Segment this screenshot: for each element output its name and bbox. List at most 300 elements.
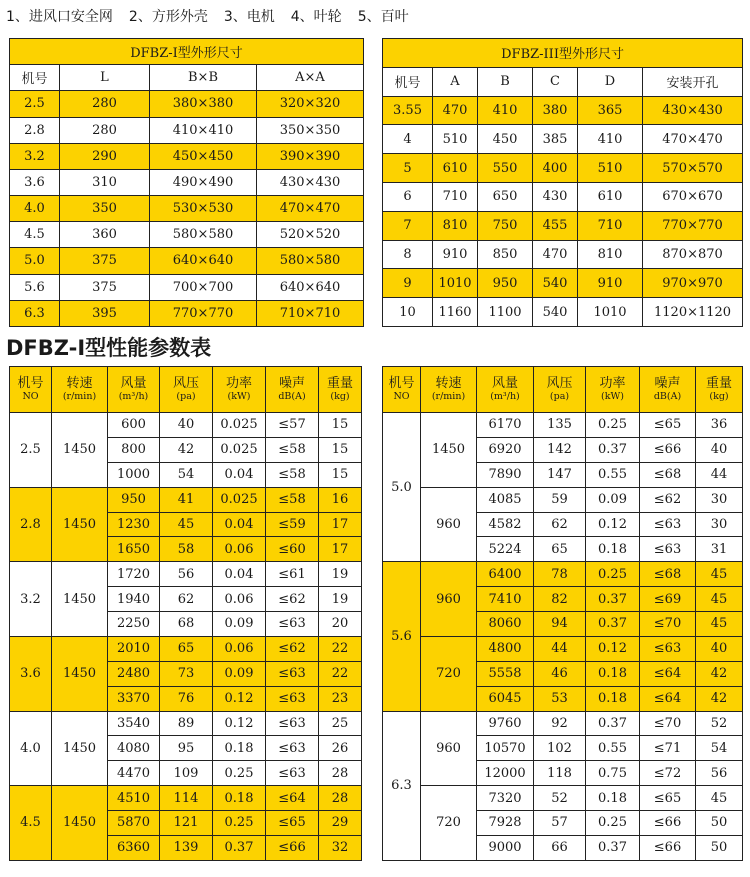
perf-right-cell: 50	[696, 811, 743, 836]
dim3-cell: 1160	[433, 298, 478, 327]
dim3-cell: 8	[383, 240, 433, 269]
dim1-cell: 430×430	[257, 169, 364, 195]
perf-right-cell: 118	[534, 761, 586, 786]
perf-left-cell: 56	[160, 562, 213, 587]
perf-left-cell: ≤58	[266, 462, 319, 487]
perf-left-speed: 1450	[52, 487, 108, 562]
perf-left-cell: ≤58	[266, 487, 319, 512]
perf-right-cell: 0.55	[586, 462, 640, 487]
perf-left-cell: 3370	[108, 686, 160, 711]
perf-left-cell: 15	[319, 437, 362, 462]
perf-left-cell: 17	[319, 512, 362, 537]
dim3-cell: 1120×1120	[643, 298, 743, 327]
dim1-row	[10, 196, 364, 222]
perf-right-cell: ≤71	[640, 736, 696, 761]
perf-left-cell: 20	[319, 612, 362, 637]
perf-right-cell: 0.37	[586, 711, 640, 736]
header-label: 重量	[705, 376, 732, 391]
perf-left-cell: 68	[160, 612, 213, 637]
perf-left-column-header	[10, 367, 52, 413]
perf-right-cell: 0.25	[586, 413, 640, 438]
dim1-row	[10, 300, 364, 326]
perf-left-cell: 1940	[108, 587, 160, 612]
perf-left-column-header	[108, 367, 160, 413]
perf-right-cell: 44	[696, 462, 743, 487]
perf-left-cell: 600	[108, 413, 160, 438]
perf-left-speed: 1450	[52, 562, 108, 637]
dim1-column-header: L	[60, 65, 150, 91]
perf-left-cell: 4510	[108, 786, 160, 811]
perf-right-cell: 0.37	[586, 587, 640, 612]
perf-right-column-header	[586, 367, 640, 413]
perf-left-cell: 0.25	[213, 811, 266, 836]
perf-left-cell: 0.04	[213, 562, 266, 587]
dim1-title: DFBZ-I型外形尺寸	[10, 39, 364, 65]
dim1-cell: 470×470	[257, 196, 364, 222]
dim3-cell: 400	[533, 154, 578, 183]
perf-left-cell: 73	[160, 661, 213, 686]
header-unit: (m³/h)	[118, 391, 149, 402]
perf-right-column-header	[383, 367, 421, 413]
perf-left-cell: 76	[160, 686, 213, 711]
perf-left-cell: ≤58	[266, 437, 319, 462]
perf-left-cell: 0.09	[213, 612, 266, 637]
perf-left-row	[10, 711, 362, 736]
perf-left-cell: 42	[160, 437, 213, 462]
perf-left-cell: 65	[160, 636, 213, 661]
perf-right-cell: ≤66	[640, 835, 696, 860]
perf-left-cell: 0.06	[213, 537, 266, 562]
header-unit: NO	[22, 391, 39, 402]
perf-left-cell: 1230	[108, 512, 160, 537]
perf-right-cell: 8060	[477, 612, 534, 637]
perf-right-column-header	[534, 367, 586, 413]
dim3-cell: 950	[478, 269, 533, 298]
perf-left-cell: 32	[319, 835, 362, 860]
perf-right-cell: 6920	[477, 437, 534, 462]
perf-right-cell: 30	[696, 512, 743, 537]
perf-right-cell: ≤64	[640, 661, 696, 686]
perf-right-cell: ≤70	[640, 711, 696, 736]
dim1-cell: 710×710	[257, 300, 364, 326]
dim1-cell: 375	[60, 248, 150, 274]
perf-right-cell: ≤65	[640, 786, 696, 811]
perf-right-cell: 6400	[477, 562, 534, 587]
perf-right-cell: 45	[696, 587, 743, 612]
perf-right-speed: 960	[421, 711, 477, 786]
dim1-cell: 5.6	[10, 274, 60, 300]
dim3-cell: 380	[533, 96, 578, 125]
dim3-cell: 610	[433, 154, 478, 183]
perf-right-cell: 53	[534, 686, 586, 711]
perf-left-cell: 0.18	[213, 736, 266, 761]
perf-right-cell: 7320	[477, 786, 534, 811]
dim3-cell: 365	[578, 96, 643, 125]
perf-left-cell: 3540	[108, 711, 160, 736]
dim1-cell: 640×640	[150, 248, 257, 274]
dim1-cell: 4.0	[10, 196, 60, 222]
dim3-cell: 1010	[578, 298, 643, 327]
perf-right-cell: 54	[696, 736, 743, 761]
perf-left-cell: 45	[160, 512, 213, 537]
header-label: 功率	[599, 376, 626, 391]
perf-right-cell: 0.18	[586, 786, 640, 811]
perf-right-cell: 44	[534, 636, 586, 661]
dim1-cell: 3.2	[10, 143, 60, 169]
perf-left-cell: 1000	[108, 462, 160, 487]
perf-right-model-no: 6.3	[383, 711, 421, 860]
perf-right-row	[383, 786, 743, 811]
perf-left-cell: 16	[319, 487, 362, 512]
dim3-row	[383, 154, 743, 183]
perf-left-cell: 0.025	[213, 487, 266, 512]
dim3-row	[383, 211, 743, 240]
dim1-row	[10, 117, 364, 143]
perf-right-row	[383, 711, 743, 736]
component-legend	[6, 6, 746, 28]
dim1-row	[10, 248, 364, 274]
header-label: 噪声	[654, 376, 681, 391]
performance-table-title: DFBZ-I型性能参数表	[6, 336, 212, 360]
perf-left-cell: 40	[160, 413, 213, 438]
dim1-cell: 390×390	[257, 143, 364, 169]
dim1-cell: 360	[60, 222, 150, 248]
header-unit: NO	[393, 391, 410, 402]
dim3-column-header: 机号	[383, 67, 433, 96]
perf-right-column-header	[421, 367, 477, 413]
perf-right-cell: 0.37	[586, 437, 640, 462]
perf-left-cell: ≤61	[266, 562, 319, 587]
header-unit: (kg)	[709, 391, 729, 402]
dim1-cell: 5.0	[10, 248, 60, 274]
dim3-cell: 7	[383, 211, 433, 240]
perf-left-cell: 28	[319, 786, 362, 811]
dim3-cell: 750	[478, 211, 533, 240]
perf-right-cell: ≤63	[640, 512, 696, 537]
dim3-cell: 10	[383, 298, 433, 327]
perf-right-cell: 147	[534, 462, 586, 487]
perf-right-cell: 0.37	[586, 835, 640, 860]
dim1-cell: 450×450	[150, 143, 257, 169]
header-label: 功率	[225, 376, 252, 391]
perf-left-cell: 0.12	[213, 711, 266, 736]
perf-left-cell: 6360	[108, 835, 160, 860]
perf-right-column-header	[640, 367, 696, 413]
perf-left-cell: 0.37	[213, 835, 266, 860]
perf-right-cell: ≤64	[640, 686, 696, 711]
header-unit: (r/min)	[62, 391, 97, 402]
dim3-cell: 410	[578, 125, 643, 154]
perf-right-cell: ≤68	[640, 462, 696, 487]
perf-left-cell: 19	[319, 587, 362, 612]
perf-right-row	[383, 413, 743, 438]
dim3-column-header: B	[478, 67, 533, 96]
dim3-cell: 6	[383, 182, 433, 211]
perf-right-cell: 0.37	[586, 612, 640, 637]
perf-right-cell: ≤68	[640, 562, 696, 587]
perf-right-speed: 1450	[421, 413, 477, 488]
dim3-cell: 970×970	[643, 269, 743, 298]
perf-right-cell: 0.25	[586, 811, 640, 836]
dim3-row	[383, 96, 743, 125]
perf-left-cell: 0.25	[213, 761, 266, 786]
dim3-cell: 470	[533, 240, 578, 269]
dim3-cell: 570×570	[643, 154, 743, 183]
perf-left-cell: 17	[319, 537, 362, 562]
dim3-row	[383, 125, 743, 154]
perf-left-cell: 4080	[108, 736, 160, 761]
header-unit: (kW)	[601, 391, 624, 402]
perf-left-row	[10, 636, 362, 661]
perf-right-cell: ≤70	[640, 612, 696, 637]
perf-right-cell: ≤66	[640, 437, 696, 462]
dfbz-i-dimension-table	[9, 38, 364, 327]
perf-right-cell: 45	[696, 612, 743, 637]
perf-left-cell: 28	[319, 761, 362, 786]
perf-left-row	[10, 487, 362, 512]
perf-left-cell: ≤63	[266, 686, 319, 711]
header-label: 重量	[326, 376, 353, 391]
dim3-cell: 1100	[478, 298, 533, 327]
dim1-column-header: B×B	[150, 65, 257, 91]
perf-right-cell: 45	[696, 786, 743, 811]
perf-right-header-row	[383, 367, 743, 413]
perf-right-cell: 135	[534, 413, 586, 438]
perf-right-cell: 56	[696, 761, 743, 786]
perf-right-cell: ≤66	[640, 811, 696, 836]
perf-right-cell: 10570	[477, 736, 534, 761]
dim3-cell: 3.55	[383, 96, 433, 125]
dim1-cell: 580×580	[257, 248, 364, 274]
perf-right-cell: 42	[696, 686, 743, 711]
perf-right-speed: 720	[421, 786, 477, 861]
dim1-cell: 580×580	[150, 222, 257, 248]
dim3-cell: 650	[478, 182, 533, 211]
perf-left-cell: ≤63	[266, 761, 319, 786]
header-unit: dB(A)	[653, 391, 682, 402]
header-label: 转速	[66, 376, 93, 391]
perf-left-column-header	[160, 367, 213, 413]
perf-left-row	[10, 413, 362, 438]
perf-right-speed: 960	[421, 487, 477, 562]
perf-left-cell: 22	[319, 636, 362, 661]
perf-left-column-header	[52, 367, 108, 413]
perf-right-cell: 36	[696, 413, 743, 438]
perf-left-cell: 95	[160, 736, 213, 761]
perf-left-cell: 22	[319, 661, 362, 686]
perf-right-cell: ≤63	[640, 537, 696, 562]
perf-right-cell: 62	[534, 512, 586, 537]
perf-left-cell: 15	[319, 462, 362, 487]
perf-left-cell: 62	[160, 587, 213, 612]
perf-right-cell: 7928	[477, 811, 534, 836]
dim1-row	[10, 143, 364, 169]
dim1-cell: 375	[60, 274, 150, 300]
perf-left-cell: 58	[160, 537, 213, 562]
perf-left-cell: 89	[160, 711, 213, 736]
perf-right-cell: 0.55	[586, 736, 640, 761]
perf-left-cell: 5870	[108, 811, 160, 836]
perf-left-cell: 25	[319, 711, 362, 736]
perf-left-cell: ≤62	[266, 636, 319, 661]
perf-left-cell: 0.18	[213, 786, 266, 811]
header-label: 转速	[435, 376, 462, 391]
perf-right-cell: 66	[534, 835, 586, 860]
perf-left-cell: ≤65	[266, 811, 319, 836]
dim3-cell: 510	[433, 125, 478, 154]
perf-left-model-no: 4.0	[10, 711, 52, 786]
dim3-row	[383, 240, 743, 269]
header-unit: (kg)	[330, 391, 350, 402]
perf-right-cell: 9000	[477, 835, 534, 860]
dim3-cell: 5	[383, 154, 433, 183]
dim1-row	[10, 169, 364, 195]
dim1-cell: 700×700	[150, 274, 257, 300]
perf-left-model-no: 4.5	[10, 786, 52, 861]
perf-right-cell: 94	[534, 612, 586, 637]
header-unit: dB(A)	[278, 391, 306, 402]
perf-left-header-row	[10, 367, 362, 413]
dim1-cell: 770×770	[150, 300, 257, 326]
perf-left-row	[10, 562, 362, 587]
perf-left-cell: 0.12	[213, 686, 266, 711]
perf-left-cell: 0.04	[213, 512, 266, 537]
dim1-cell: 310	[60, 169, 150, 195]
perf-right-cell: 42	[696, 661, 743, 686]
dim3-column-header: D	[578, 67, 643, 96]
dim3-cell: 450	[478, 125, 533, 154]
perf-right-cell: ≤63	[640, 636, 696, 661]
legend-item: 3、电机	[223, 9, 275, 25]
perf-left-speed: 1450	[52, 786, 108, 861]
perf-right-cell: 102	[534, 736, 586, 761]
perf-right-cell: 6170	[477, 413, 534, 438]
dim3-cell: 810	[433, 211, 478, 240]
perf-left-cell: 0.04	[213, 462, 266, 487]
perf-right-column-header	[477, 367, 534, 413]
perf-right-cell: 82	[534, 587, 586, 612]
dim3-cell: 850	[478, 240, 533, 269]
perf-left-model-no: 2.5	[10, 413, 52, 488]
dim3-cell: 910	[433, 240, 478, 269]
dim3-cell: 430×430	[643, 96, 743, 125]
dim3-cell: 610	[578, 182, 643, 211]
dim3-title-row	[383, 39, 743, 68]
perf-left-cell: 139	[160, 835, 213, 860]
perf-left-cell: 54	[160, 462, 213, 487]
perf-right-cell: 5558	[477, 661, 534, 686]
perf-right-cell: 92	[534, 711, 586, 736]
dim1-cell: 530×530	[150, 196, 257, 222]
perf-right-cell: 40	[696, 636, 743, 661]
header-label: 机号	[388, 376, 415, 391]
perf-left-speed: 1450	[52, 413, 108, 488]
perf-right-cell: 30	[696, 487, 743, 512]
dim1-cell: 4.5	[10, 222, 60, 248]
dim1-cell: 640×640	[257, 274, 364, 300]
dim3-cell: 470×470	[643, 125, 743, 154]
dim3-cell: 910	[578, 269, 643, 298]
perf-left-cell: 1650	[108, 537, 160, 562]
dim3-cell: 540	[533, 298, 578, 327]
perf-right-cell: 40	[696, 437, 743, 462]
dfbz-iii-dimension-table	[382, 38, 743, 327]
header-label: 风压	[172, 376, 199, 391]
perf-right-cell: 7410	[477, 587, 534, 612]
perf-left-cell: 109	[160, 761, 213, 786]
perf-left-cell: 0.025	[213, 413, 266, 438]
dim3-cell: 9	[383, 269, 433, 298]
dim1-row	[10, 274, 364, 300]
dim3-column-header: C	[533, 67, 578, 96]
perf-left-cell: 121	[160, 811, 213, 836]
dim3-column-header: 安装开孔	[643, 67, 743, 96]
dim3-row	[383, 182, 743, 211]
perf-left-cell: 0.06	[213, 636, 266, 661]
dim1-row	[10, 222, 364, 248]
perf-right-cell: 6045	[477, 686, 534, 711]
perf-right-cell: 0.18	[586, 661, 640, 686]
header-unit: (r/min)	[431, 391, 466, 402]
perf-right-cell: 5224	[477, 537, 534, 562]
dim3-header-row	[383, 67, 743, 96]
dim3-cell: 1010	[433, 269, 478, 298]
header-label: 机号	[17, 376, 44, 391]
perf-left-speed: 1450	[52, 636, 108, 711]
perf-left-cell: 2250	[108, 612, 160, 637]
perf-right-cell: 4800	[477, 636, 534, 661]
perf-right-model-no: 5.6	[383, 562, 421, 711]
perf-left-cell: 800	[108, 437, 160, 462]
dim1-header-row	[10, 65, 364, 91]
perf-left-cell: ≤60	[266, 537, 319, 562]
dim1-cell: 290	[60, 143, 150, 169]
dim3-cell: 4	[383, 125, 433, 154]
dim3-cell: 430	[533, 182, 578, 211]
legend-item: 5、百叶	[357, 9, 409, 25]
perf-left-cell: ≤66	[266, 835, 319, 860]
header-unit: (pa)	[176, 391, 196, 402]
dim3-cell: 385	[533, 125, 578, 154]
perf-right-cell: 45	[696, 562, 743, 587]
legend-item: 1、进风口安全网	[6, 9, 113, 25]
perf-right-cell: ≤62	[640, 487, 696, 512]
perf-right-cell: ≤72	[640, 761, 696, 786]
perf-right-cell: 57	[534, 811, 586, 836]
perf-right-cell: ≤69	[640, 587, 696, 612]
perf-left-cell: 19	[319, 562, 362, 587]
perf-left-model-no: 2.8	[10, 487, 52, 562]
perf-left-cell: 15	[319, 413, 362, 438]
dim3-cell: 810	[578, 240, 643, 269]
perf-right-cell: 0.12	[586, 636, 640, 661]
header-label: 风量	[491, 376, 518, 391]
perf-left-cell: ≤63	[266, 661, 319, 686]
perf-left-cell: 0.025	[213, 437, 266, 462]
dim3-row	[383, 269, 743, 298]
dim1-cell: 490×490	[150, 169, 257, 195]
performance-table-right	[382, 366, 743, 861]
perf-left-cell: ≤59	[266, 512, 319, 537]
perf-right-cell: 0.09	[586, 487, 640, 512]
perf-left-cell: ≤62	[266, 587, 319, 612]
header-label: 噪声	[278, 376, 305, 391]
performance-table-left	[9, 366, 362, 861]
perf-right-cell: 0.75	[586, 761, 640, 786]
perf-left-cell: 2480	[108, 661, 160, 686]
dim3-column-header: A	[433, 67, 478, 96]
perf-right-row	[383, 487, 743, 512]
